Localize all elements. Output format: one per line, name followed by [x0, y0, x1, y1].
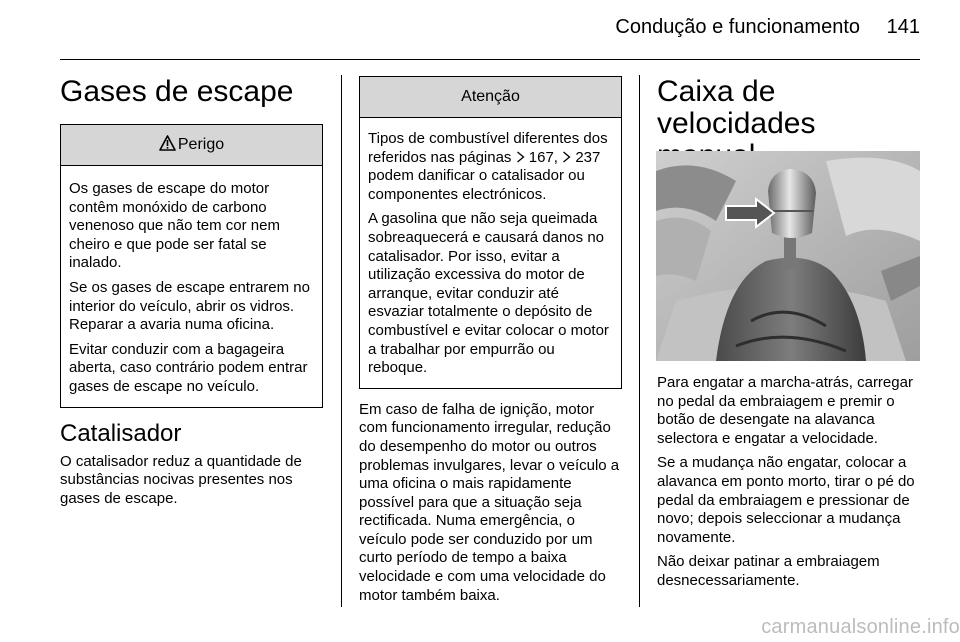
caution-paragraph	[368, 130, 613, 204]
caution-box-header	[360, 77, 621, 118]
caution-paragraph: A gasolina que não seja queimada sobreaquecerá e causará danos no catalisador. Por isso, evitar a utilização excessiva do motor de arranque, evitar conduzir até esvaziar totalmente o depósito de combustível e evitar colocar o motor a trabalhar por empurrão ou reboque.	[368, 210, 609, 377]
warning-triangle-icon	[159, 135, 176, 156]
page-number: 141	[886, 16, 920, 38]
page-reference-link[interactable]: 167	[528, 148, 554, 166]
danger-paragraph: Evitar conduzir com a bagageira aberta, caso contrário podem entrar gases de escape no veículo.	[69, 340, 308, 395]
caution-text: Tipos de combustível diferentes dos referidos nas páginas	[368, 130, 608, 166]
caution-box-heading: Atenção	[461, 88, 520, 105]
danger-paragraph: Os gases de escape do motor contêm monóxido de carbono venenoso que não tem cor nem cheiro e que pode ser fatal se inalado.	[69, 180, 280, 272]
running-header-title: Condução e funcionamento	[615, 16, 860, 38]
danger-box-heading: Perigo	[177, 136, 225, 153]
gearbox-paragraph: Para engatar a marcha-atrás, carregar no pedal da embraiagem e premir o botão de desengate na alavanca selectora e engatar a velocidade.	[657, 374, 913, 447]
page-reference-icon	[562, 149, 571, 166]
column-divider-2	[639, 75, 640, 607]
header-rule	[60, 59, 920, 60]
section-title-exhaust: Gases de escape	[60, 75, 294, 108]
column-3-body	[657, 374, 922, 597]
misfire-paragraph: Em caso de falha de ignição, motor com funcionamento irregular, redução do desempenho do motor ou outros problemas invulgares, levar o veículo a uma oficina o mais rapidamente possível para que a situação seja rectificada. Numa emergência, o veículo pode ser conduzido por um curto período de tempo a baixa velocidade e com uma velocidade do motor também baixa.	[359, 400, 620, 604]
subsection-title-catalyst: Catalisador	[60, 419, 182, 447]
caution-box	[359, 76, 622, 389]
catalyst-paragraph: O catalisador reduz a quantidade de substâncias nocivas presentes nos gases de escape.	[60, 452, 302, 507]
page-reference-link[interactable]: 237	[575, 148, 601, 166]
section-title-manual-gearbox: Caixa de velocidades	[657, 75, 816, 140]
column-1	[60, 76, 323, 514]
column-2	[359, 76, 622, 611]
danger-box-body	[61, 166, 322, 407]
danger-paragraph: Se os gases de escape entrarem no interior do veículo, abrir os vidros. Reparar a avaria numa oficina.	[69, 278, 310, 334]
gearbox-paragraph: Não deixar patinar a embraiagem desnecessariamente.	[657, 553, 880, 589]
caution-text: podem danificar o catalisador ou componentes electrónicos.	[368, 167, 585, 203]
column-divider-1	[341, 75, 342, 607]
gear-lever-photo	[656, 151, 920, 361]
caution-text: ,	[553, 148, 563, 166]
gearbox-paragraph: Se a mudança não engatar, colocar a alavanca em ponto morto, tirar o pé do pedal da embraiagem e pressionar de novo; depois seleccionar a mudança novamente.	[657, 454, 915, 546]
danger-box-header	[61, 125, 322, 166]
watermark-text: carmanualsonline.info	[761, 616, 960, 638]
page-reference-icon	[516, 149, 525, 166]
caution-box-body	[360, 118, 621, 388]
danger-box	[60, 124, 323, 408]
